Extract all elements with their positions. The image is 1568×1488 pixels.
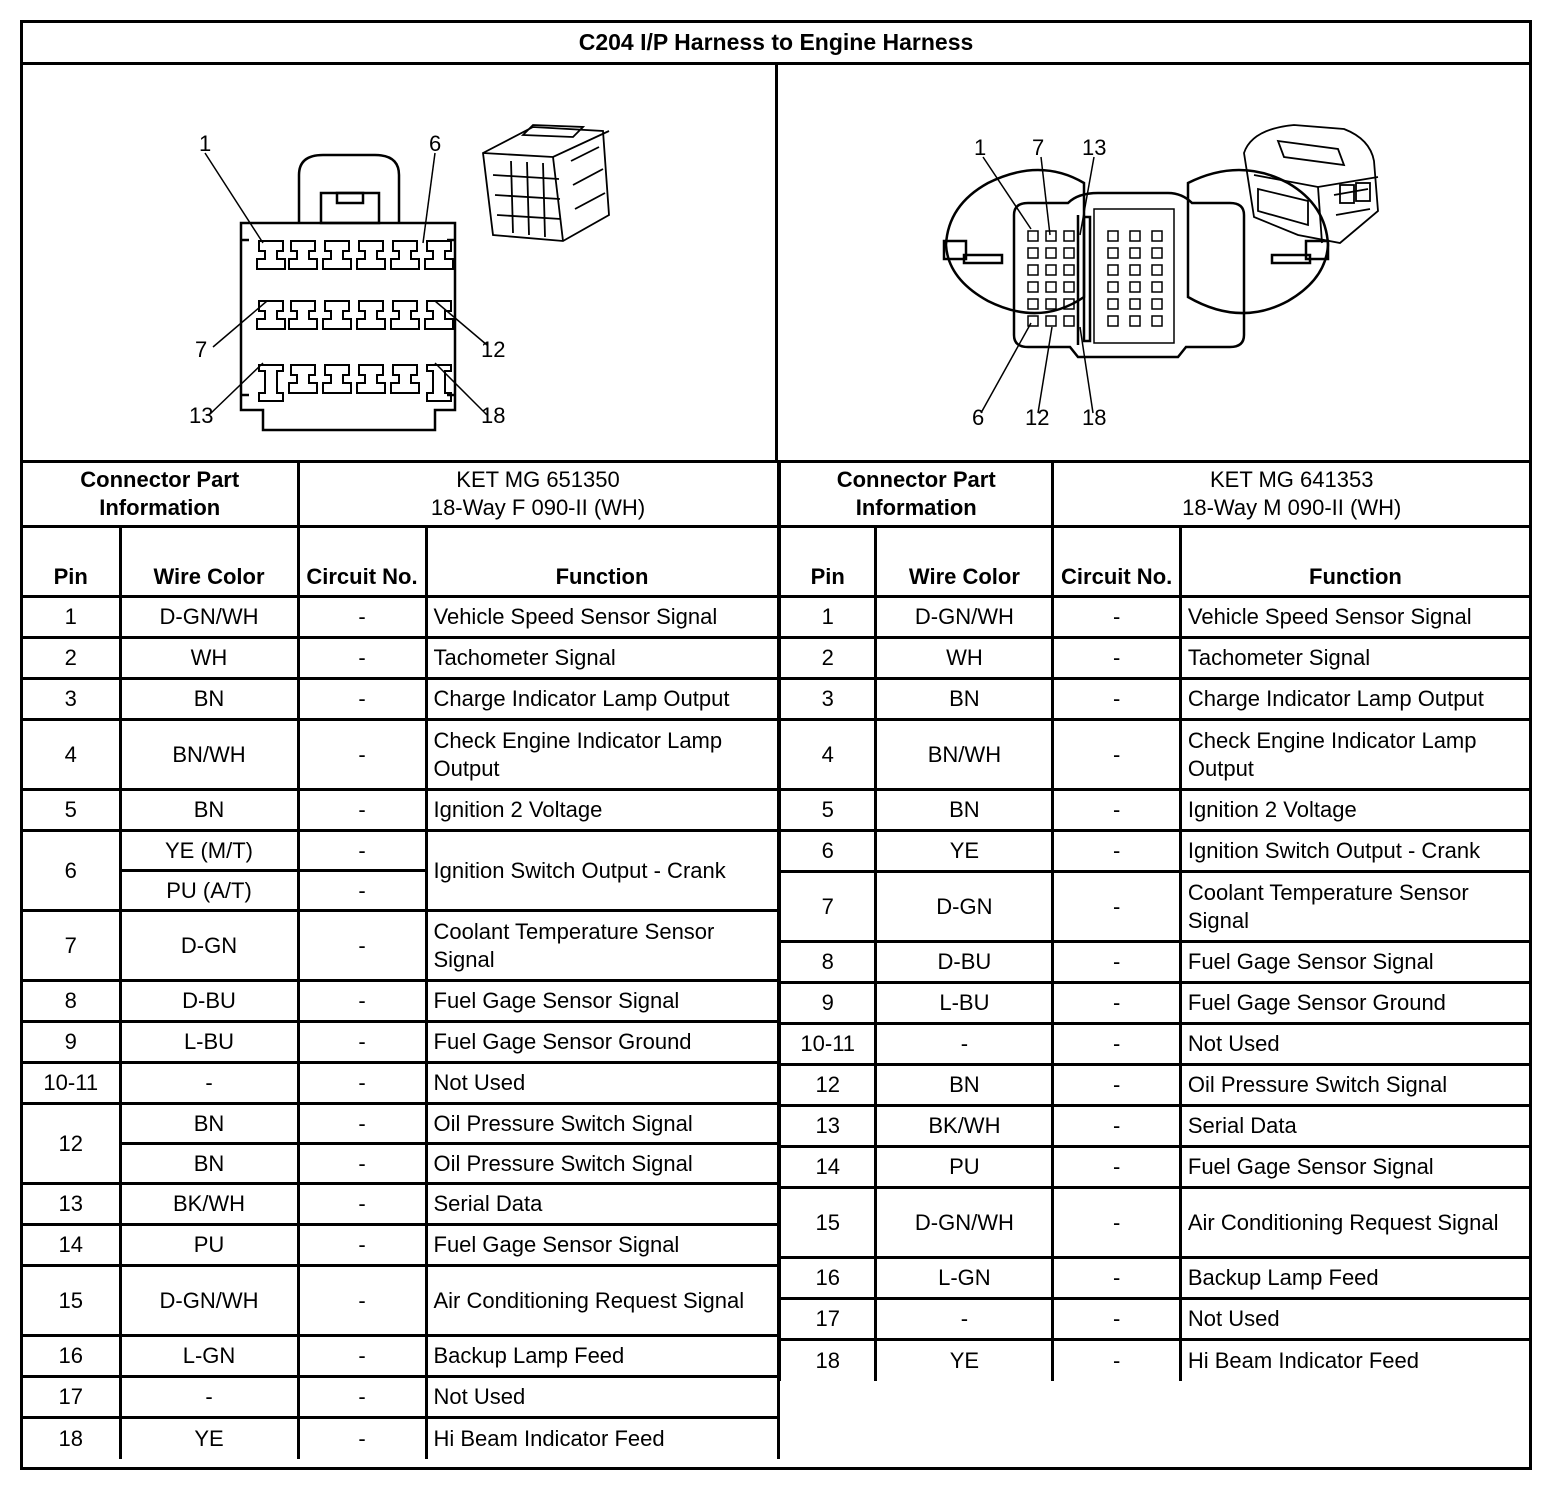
wire-color-cell: D-GN/WH — [120, 1266, 298, 1336]
circuit-cell: - — [298, 597, 426, 638]
function-cell: Fuel Gage Sensor Signal — [426, 1225, 778, 1266]
circuit-cell: - — [1053, 872, 1180, 942]
circuit-cell: - — [1053, 942, 1180, 983]
terminal-cavity — [257, 241, 285, 269]
terminal-cavity — [323, 365, 351, 393]
terminal-cavity — [1028, 231, 1038, 241]
pin-cell: 5 — [23, 790, 120, 831]
wire-color-cell: BK/WH — [120, 1184, 298, 1225]
terminal-cavity — [1108, 299, 1118, 309]
function-cell: Backup Lamp Feed — [1180, 1258, 1529, 1299]
circuit-cell: - — [1053, 597, 1180, 638]
pin-cell: 7 — [23, 911, 120, 981]
function-cell: Vehicle Speed Sensor Signal — [426, 597, 778, 638]
table-row — [23, 1225, 778, 1266]
diagram-label: 13 — [189, 403, 214, 428]
terminal-cavity — [259, 365, 283, 401]
diagram-label: 1 — [974, 135, 987, 160]
terminal-cavity — [391, 365, 419, 393]
function-cell: Not Used — [1180, 1299, 1529, 1340]
terminal-cavity — [1046, 248, 1056, 258]
function-cell: Air Conditioning Request Signal — [426, 1266, 778, 1336]
table-row — [780, 872, 1530, 942]
terminal-cavity — [1046, 265, 1056, 275]
wire-color-cell: - — [120, 1377, 298, 1418]
terminal-cavity — [1108, 248, 1118, 258]
circuit-cell: - — [1053, 1024, 1180, 1065]
pin-cell: 13 — [780, 1106, 876, 1147]
circuit-cell: - — [298, 1104, 426, 1144]
function-cell: Vehicle Speed Sensor Signal — [1180, 597, 1529, 638]
table-row — [23, 1104, 778, 1144]
wire-color-cell: BN — [876, 1065, 1053, 1106]
right-pinout-table — [778, 460, 1529, 1381]
function-cell: Ignition 2 Voltage — [426, 790, 778, 831]
function-cell: Hi Beam Indicator Feed — [1180, 1340, 1529, 1381]
table-row — [780, 638, 1530, 679]
circuit-cell: - — [1053, 1106, 1180, 1147]
pin-cell: 9 — [23, 1022, 120, 1063]
function-cell: Not Used — [426, 1063, 778, 1104]
circuit-cell: - — [298, 1266, 426, 1336]
wire-color-cell: L-GN — [120, 1336, 298, 1377]
function-cell: Hi Beam Indicator Feed — [426, 1418, 778, 1459]
page-title: C204 I/P Harness to Engine Harness — [23, 23, 1529, 65]
table-row — [23, 1266, 778, 1336]
terminal-cavity — [1064, 265, 1074, 275]
terminal-cavity — [1152, 248, 1162, 258]
circuit-cell: - — [298, 1336, 426, 1377]
wire-color-cell: D-BU — [120, 981, 298, 1022]
circuit-cell: - — [1053, 1258, 1180, 1299]
pin-cell: 4 — [23, 720, 120, 790]
table-row — [780, 983, 1530, 1024]
terminal-cavity — [1064, 282, 1074, 292]
function-cell: Ignition 2 Voltage — [1180, 790, 1529, 831]
pin-cell: 3 — [780, 679, 876, 720]
wire-color-cell: BN — [120, 1104, 298, 1144]
connector-part-label: Connector Part Information — [23, 462, 298, 527]
terminal-cavity — [1130, 299, 1140, 309]
wire-color-cell: BN — [120, 1144, 298, 1184]
wire-color-cell: YE — [876, 1340, 1053, 1381]
wire-color-cell: D-GN — [120, 911, 298, 981]
circuit-cell: - — [1053, 1065, 1180, 1106]
function-cell: Coolant Temperature Sensor Signal — [426, 911, 778, 981]
part-number: KET MG 641353 — [1209, 467, 1374, 492]
wire-color-cell: BN — [120, 790, 298, 831]
pin-cell: 14 — [780, 1147, 876, 1188]
function-cell: Charge Indicator Lamp Output — [426, 679, 778, 720]
wire-color-cell: BN/WH — [876, 720, 1053, 790]
pin-cell: 15 — [780, 1188, 876, 1258]
wire-color-cell: D-BU — [876, 942, 1053, 983]
pin-cell: 10-11 — [23, 1063, 120, 1104]
terminal-cavity — [1108, 231, 1118, 241]
terminal-cavity — [357, 241, 385, 269]
column-header-function: Function — [426, 527, 778, 597]
wire-color-cell: BK/WH — [876, 1106, 1053, 1147]
function-cell: Oil Pressure Switch Signal — [426, 1104, 778, 1144]
column-header-wire-color: Wire Color — [120, 527, 298, 597]
terminal-cavity — [1130, 316, 1140, 326]
column-header-circuit: Circuit No. — [1053, 527, 1180, 597]
circuit-cell: - — [1053, 638, 1180, 679]
pin-cell: 6 — [23, 831, 120, 911]
table-row — [780, 1106, 1530, 1147]
function-cell: Air Conditioning Request Signal — [1180, 1188, 1529, 1258]
pin-cell: 1 — [23, 597, 120, 638]
wire-color-cell: - — [876, 1024, 1053, 1065]
circuit-cell: - — [298, 1063, 426, 1104]
wire-color-cell: WH — [120, 638, 298, 679]
function-cell: Check Engine Indicator Lamp Output — [1180, 720, 1529, 790]
terminal-cavity — [1108, 282, 1118, 292]
connector-sheet — [20, 20, 1532, 1470]
wire-color-cell: PU (A/T) — [120, 871, 298, 911]
terminal-cavity — [1152, 316, 1162, 326]
diagram-label: 12 — [1025, 405, 1050, 430]
terminal-cavity — [1064, 231, 1074, 241]
terminal-cavity — [1028, 282, 1038, 292]
table-row — [780, 790, 1530, 831]
pin-cell: 13 — [23, 1184, 120, 1225]
connector-part-info — [298, 462, 778, 527]
function-cell: Ignition Switch Output - Crank — [1180, 831, 1529, 872]
circuit-cell: - — [298, 1144, 426, 1184]
pin-cell: 9 — [780, 983, 876, 1024]
circuit-cell: - — [298, 1022, 426, 1063]
pin-cell: 2 — [23, 638, 120, 679]
diagram-label: 6 — [972, 405, 985, 430]
function-cell: Not Used — [426, 1377, 778, 1418]
table-row — [780, 1147, 1530, 1188]
left-connector-diagram — [23, 65, 778, 460]
wire-color-cell: YE (M/T) — [120, 831, 298, 871]
column-header-pin: Pin — [780, 527, 876, 597]
table-row — [23, 1144, 778, 1184]
table-row — [23, 911, 778, 981]
part-description: 18-Way M 090-II (WH) — [1182, 495, 1402, 520]
pin-cell: 3 — [23, 679, 120, 720]
terminal-cavity — [1046, 282, 1056, 292]
table-row — [780, 942, 1530, 983]
wire-color-cell: D-GN/WH — [876, 1188, 1053, 1258]
circuit-cell: - — [1053, 1340, 1180, 1381]
wire-color-cell: YE — [876, 831, 1053, 872]
function-cell: Fuel Gage Sensor Signal — [1180, 1147, 1529, 1188]
wire-color-cell: PU — [876, 1147, 1053, 1188]
table-row — [23, 831, 778, 871]
terminal-cavity — [1108, 265, 1118, 275]
wire-color-cell: D-GN/WH — [120, 597, 298, 638]
function-cell: Fuel Gage Sensor Ground — [426, 1022, 778, 1063]
pin-cell: 2 — [780, 638, 876, 679]
function-cell: Tachometer Signal — [1180, 638, 1529, 679]
pin-cell: 1 — [780, 597, 876, 638]
diagram-label: 12 — [481, 337, 506, 362]
function-cell: Charge Indicator Lamp Output — [1180, 679, 1529, 720]
terminal-cavity — [289, 301, 317, 329]
table-row — [780, 831, 1530, 872]
pin-cell: 6 — [780, 831, 876, 872]
table-row — [780, 1024, 1530, 1065]
function-cell: Oil Pressure Switch Signal — [426, 1144, 778, 1184]
table-row — [780, 1340, 1530, 1381]
pin-cell: 8 — [23, 981, 120, 1022]
circuit-cell: - — [298, 638, 426, 679]
terminal-cavity — [1108, 316, 1118, 326]
connector-isometric-icon — [483, 125, 609, 241]
function-cell: Fuel Gage Sensor Signal — [1180, 942, 1529, 983]
part-number: KET MG 651350 — [456, 467, 620, 492]
terminal-cavity — [289, 241, 317, 269]
function-cell: Check Engine Indicator Lamp Output — [426, 720, 778, 790]
column-header-wire-color: Wire Color — [876, 527, 1053, 597]
pin-cell: 5 — [780, 790, 876, 831]
wire-color-cell: D-GN — [876, 872, 1053, 942]
function-cell: Fuel Gage Sensor Ground — [1180, 983, 1529, 1024]
wire-color-cell: BN — [120, 679, 298, 720]
terminal-cavity — [1064, 248, 1074, 258]
terminal-cavity — [357, 365, 385, 393]
table-row — [23, 1022, 778, 1063]
wire-color-cell: PU — [120, 1225, 298, 1266]
terminal-cavity — [1046, 231, 1056, 241]
pin-cell: 8 — [780, 942, 876, 983]
wire-color-cell: BN — [876, 679, 1053, 720]
terminal-cavity — [1152, 231, 1162, 241]
pin-cell: 18 — [23, 1418, 120, 1459]
pin-cell: 14 — [23, 1225, 120, 1266]
circuit-cell: - — [298, 911, 426, 981]
pin-cell: 16 — [23, 1336, 120, 1377]
pin-cell: 17 — [23, 1377, 120, 1418]
circuit-cell: - — [1053, 1147, 1180, 1188]
circuit-cell: - — [298, 1225, 426, 1266]
terminal-cavity — [323, 241, 351, 269]
table-row — [23, 981, 778, 1022]
table-row — [23, 1063, 778, 1104]
function-cell: Backup Lamp Feed — [426, 1336, 778, 1377]
table-row — [780, 679, 1530, 720]
diagram-label: 18 — [481, 403, 506, 428]
female-connector-face-drawing — [23, 65, 775, 460]
table-row — [23, 1184, 778, 1225]
wire-color-cell: L-BU — [876, 983, 1053, 1024]
part-description: 18-Way F 090-II (WH) — [430, 495, 646, 520]
table-row — [780, 1065, 1530, 1106]
pin-cell: 17 — [780, 1299, 876, 1340]
table-row — [780, 720, 1530, 790]
circuit-cell: - — [298, 981, 426, 1022]
diagram-label: 6 — [429, 131, 442, 156]
terminal-cavity — [425, 241, 453, 269]
terminal-cavity — [1130, 265, 1140, 275]
terminal-cavity — [1130, 248, 1140, 258]
function-cell: Tachometer Signal — [426, 638, 778, 679]
table-row — [780, 1299, 1530, 1340]
table-row — [23, 1377, 778, 1418]
function-cell: Coolant Temperature Sensor Signal — [1180, 872, 1529, 942]
terminal-cavity — [1046, 299, 1056, 309]
terminal-cavity — [357, 301, 385, 329]
circuit-cell: - — [298, 871, 426, 911]
function-cell: Serial Data — [1180, 1106, 1529, 1147]
diagram-label: 13 — [1082, 135, 1107, 160]
function-cell: Fuel Gage Sensor Signal — [426, 981, 778, 1022]
pin-cell: 16 — [780, 1258, 876, 1299]
terminal-cavity — [1064, 316, 1074, 326]
wire-color-cell: L-BU — [120, 1022, 298, 1063]
pin-cell: 4 — [780, 720, 876, 790]
terminal-cavity — [1152, 282, 1162, 292]
function-cell: Oil Pressure Switch Signal — [1180, 1065, 1529, 1106]
connector-part-label: Connector Part Information — [780, 462, 1053, 527]
wire-color-cell: - — [120, 1063, 298, 1104]
terminal-cavity — [1130, 231, 1140, 241]
wire-color-cell: L-GN — [876, 1258, 1053, 1299]
diagram-label: 1 — [199, 131, 212, 156]
diagram-label: 18 — [1082, 405, 1107, 430]
circuit-cell: - — [298, 1184, 426, 1225]
column-header-function: Function — [1180, 527, 1529, 597]
wire-color-cell: BN — [876, 790, 1053, 831]
circuit-cell: - — [1053, 679, 1180, 720]
right-connector-diagram — [778, 65, 1532, 460]
circuit-cell: - — [1053, 1188, 1180, 1258]
column-header-pin: Pin — [23, 527, 120, 597]
circuit-cell: - — [1053, 720, 1180, 790]
circuit-cell: - — [298, 790, 426, 831]
table-row — [780, 1188, 1530, 1258]
left-pinout-table — [23, 460, 780, 1459]
pin-cell: 12 — [23, 1104, 120, 1184]
circuit-cell: - — [1053, 790, 1180, 831]
terminal-cavity — [289, 365, 317, 393]
circuit-cell: - — [298, 831, 426, 871]
circuit-cell: - — [298, 1377, 426, 1418]
pin-cell: 15 — [23, 1266, 120, 1336]
diagram-label: 7 — [195, 337, 208, 362]
male-connector-face-drawing — [778, 65, 1532, 460]
table-row — [23, 679, 778, 720]
table-row — [23, 1336, 778, 1377]
function-cell: Ignition Switch Output - Crank — [426, 831, 778, 911]
terminal-cavity — [1028, 265, 1038, 275]
terminal-cavity — [1152, 265, 1162, 275]
wire-color-cell: - — [876, 1299, 1053, 1340]
circuit-cell: - — [298, 679, 426, 720]
pin-cell: 10-11 — [780, 1024, 876, 1065]
terminal-cavity — [1130, 282, 1140, 292]
terminal-cavity — [323, 301, 351, 329]
pin-cell: 18 — [780, 1340, 876, 1381]
table-row — [23, 597, 778, 638]
circuit-cell: - — [298, 720, 426, 790]
pin-cell: 7 — [780, 872, 876, 942]
table-row — [780, 1258, 1530, 1299]
wire-color-cell: D-GN/WH — [876, 597, 1053, 638]
wire-color-cell: WH — [876, 638, 1053, 679]
table-row — [23, 720, 778, 790]
column-header-circuit: Circuit No. — [298, 527, 426, 597]
function-cell: Not Used — [1180, 1024, 1529, 1065]
table-row — [23, 790, 778, 831]
wire-color-cell: BN/WH — [120, 720, 298, 790]
terminal-cavity — [1028, 248, 1038, 258]
table-row — [23, 1418, 778, 1459]
terminal-cavity — [1028, 299, 1038, 309]
table-row — [780, 597, 1530, 638]
function-cell: Serial Data — [426, 1184, 778, 1225]
connector-isometric-icon — [1244, 125, 1378, 243]
terminal-cavity — [1046, 316, 1056, 326]
wire-color-cell: YE — [120, 1418, 298, 1459]
pin-cell: 12 — [780, 1065, 876, 1106]
circuit-cell: - — [1053, 1299, 1180, 1340]
terminal-cavity — [1152, 299, 1162, 309]
terminal-cavity — [391, 301, 419, 329]
circuit-cell: - — [298, 1418, 426, 1459]
connector-part-info — [1053, 462, 1529, 527]
circuit-cell: - — [1053, 983, 1180, 1024]
circuit-cell: - — [1053, 831, 1180, 872]
terminal-cavity — [391, 241, 419, 269]
table-row — [23, 638, 778, 679]
diagram-label: 7 — [1032, 135, 1045, 160]
